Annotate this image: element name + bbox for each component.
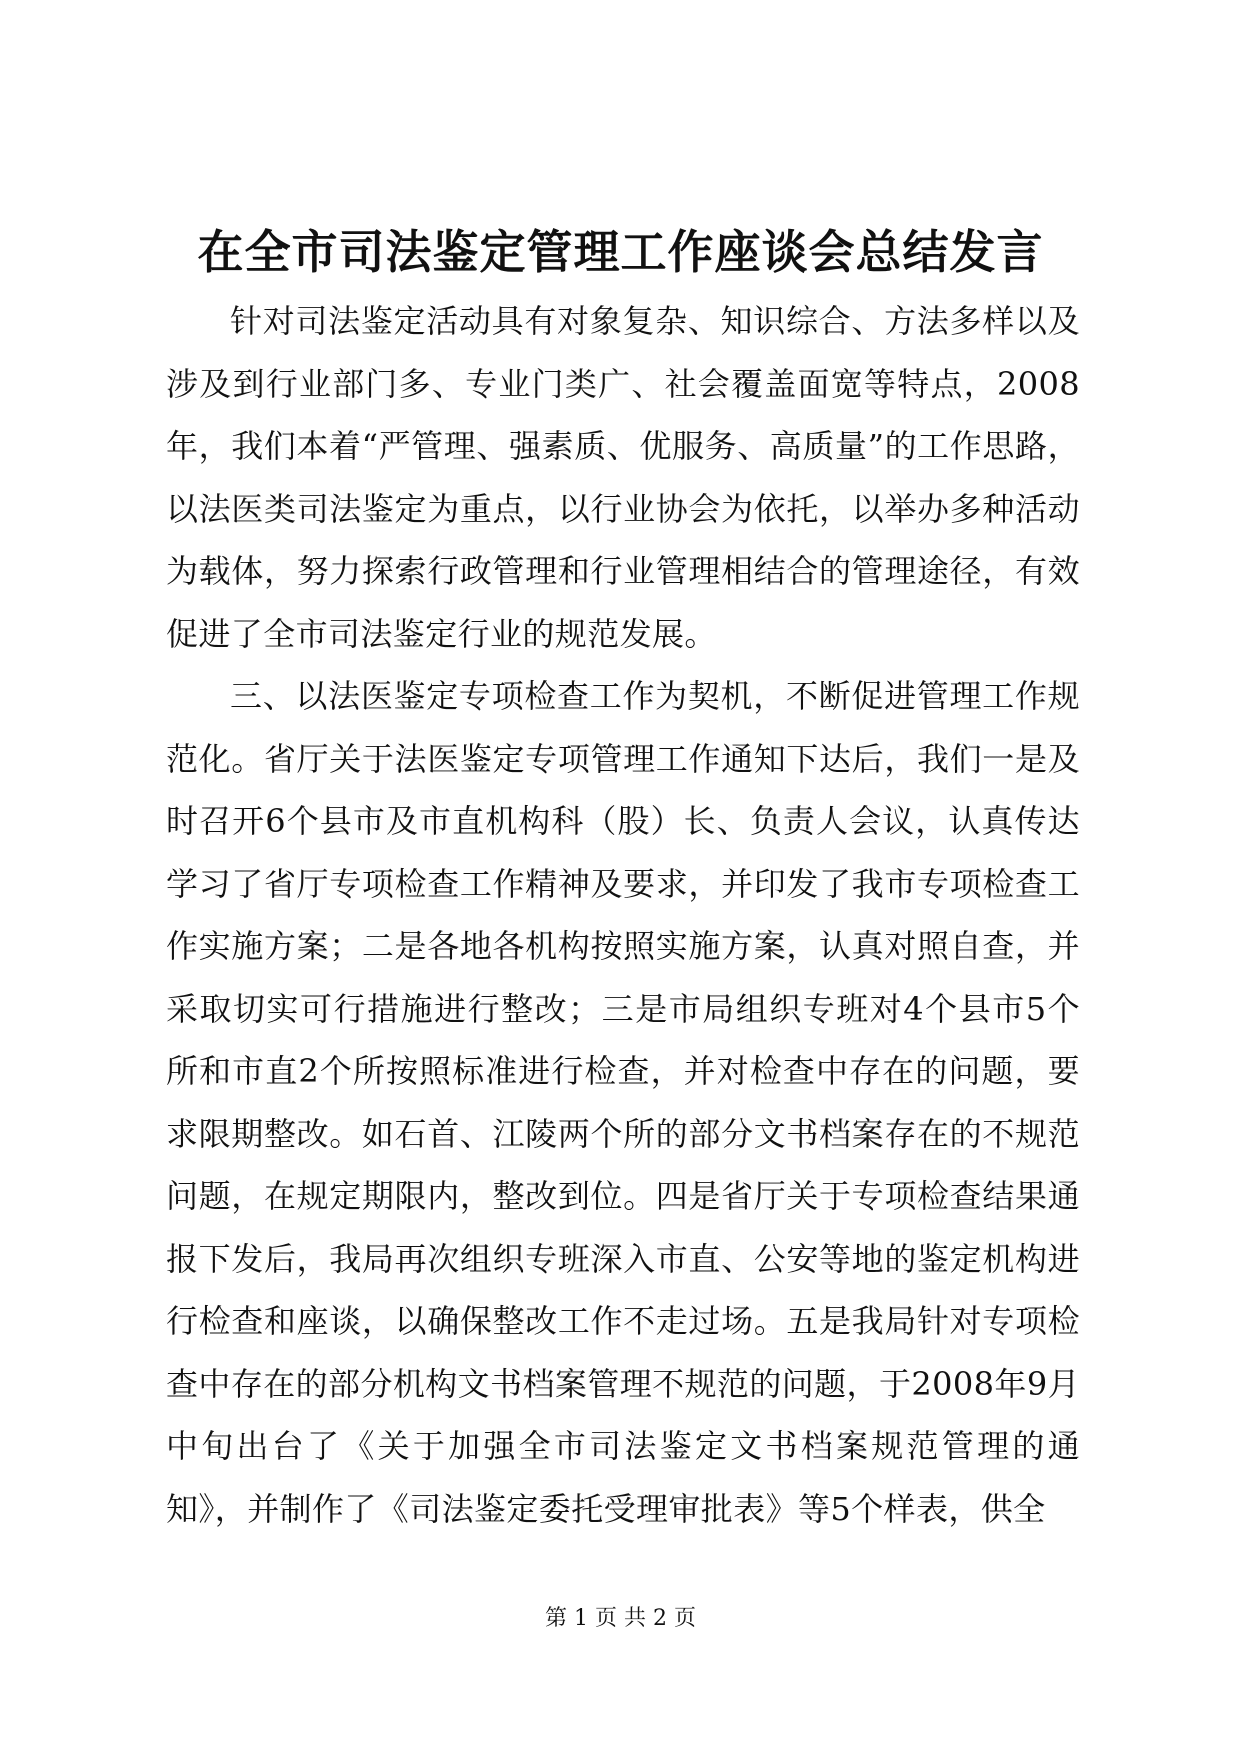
page-number-footer: 第 1 页 共 2 页 [545, 1606, 696, 1631]
document-title: 在全市司法鉴定管理工作座谈会总结发言 [197, 225, 1044, 279]
body-paragraph-section-three: 三、以法医鉴定专项检查工作为契机，不断促进管理工作规范化。省厅关于法医鉴定专项管理工作通知下达后，我们一是及时召开6个县市及市直机构科（股）长、负责人会议，认真传达学习了省厅专项检查工作精神及要求，并印发了我市专项检查工作实施方案；二是各地各机构按照实施方案，认真对照自查，并采取切实可行措施进行整改；三是市局组织专班对4个县市5个所和市直2个所按照标准进行检查，并对检查中存在的问题，要求限期整改。如石首、江陵两个所的部分文书档案存在的不规范问题，在规定期限内，整改到位。四是省厅关于专项检查结果通报下发后，我局再次组织专班深入市直、公安等地的鉴定机构进行检查和座谈，以确保整改工作不走过场。五是我局针对专项检查中存在的部分机构文书档案管理不规范的问题，于2008年9月中旬出台了《关于加强全市司法鉴定文书档案规范管理的通知》，并制作了《司法鉴定委托受理审批表》等5个样表，供全 [166, 677, 1080, 1528]
body-paragraph-intro: 针对司法鉴定活动具有对象复杂、知识综合、方法多样以及涉及到行业部门多、专业门类广、社会覆盖面宽等特点，2008年，我们本着“严管理、强素质、优服务、高质量”的工作思路，以法医类司法鉴定为重点，以行业协会为依托，以举办多种活动为载体，努力探索行政管理和行业管理相结合的管理途径，有效促进了全市司法鉴定行业的规范发展。 [166, 302, 1080, 653]
document-body [166, 290, 1080, 1540]
